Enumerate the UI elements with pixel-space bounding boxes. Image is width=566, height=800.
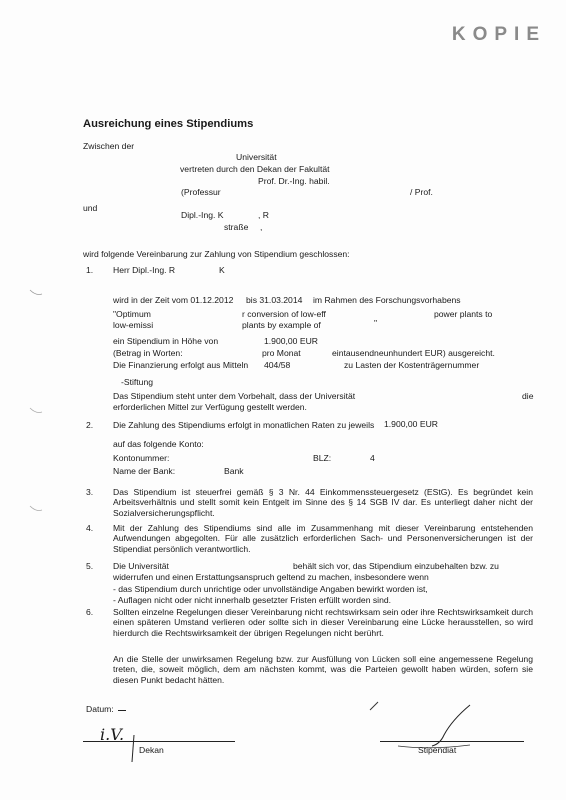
street-comma: , [260,222,263,232]
payment-text: Die Zahlung des Stipendiums erfolgt in monatlichen Raten zu jeweils [113,420,375,430]
amount-in-words: (Betrag in Worten: [113,348,183,358]
street-label: straße [224,222,249,232]
stipend-amount-label: ein Stipendium in Höhe von [113,336,219,346]
expenses-clause: Mit der Zahlung des Stipendiums sind alle im Zusammenhang mit dieser Vereinbarung entstehenden Aufwendungen abgegolten. Für alle zusätzlich erforderlichen Sach- und Personenversicherungen ist der Stipendiat persönlich verantwortlich. [113,523,533,554]
bank-name-label: Name der Bank: [113,466,176,476]
revocation-university: Die Universität [113,561,169,571]
amount-words-end: eintausendneunhundert EUR) ausgereicht. [332,348,495,358]
section-1-number: 1. [86,265,94,275]
revocation-claim: widerrufen und einen Erstattungsanspruch geltend zu machen, insbesondere wenn [113,572,429,582]
date-label: Datum: [86,704,114,714]
foundation-label: -Stiftung [121,377,154,387]
account-intro: auf das folgende Konto: [113,439,204,449]
section-4-number: 4. [86,523,94,533]
bank-code-end: 4 [370,453,375,463]
copy-stamp: KOPIE [451,24,546,45]
per-month: pro Monat [262,348,301,358]
recipient-line-k: K [219,265,225,275]
represented-by: vertreten durch den Dekan der Fakultät [180,164,330,174]
university-label: Universität [236,152,277,162]
revocation-reserve: behält sich vor, das Stipendium einzubehalten bzw. zu [293,561,499,571]
account-number-label: Kontonummer: [113,453,170,463]
bank-name: Bank [224,466,244,476]
project-plants-example: plants by example of [242,320,321,330]
professorship-end: / Prof. [410,187,433,197]
cost-center-label: zu Lasten der Kostenträgernummer [344,360,480,370]
between-label: Zwischen der [83,141,135,151]
reservation-die: die [522,391,534,401]
dean-label: Dekan [139,745,164,755]
severability-clause: Sollten einzelne Regelungen dieser Vereinbarung nicht rechtswirksam sein oder ihre Rechtswirksamkeit durch einen späteren Umstand verlieren oder sollte sich in dieser Vereinbarung eine Lücke herausstellen, so wird hierdurch die Rechtswirksamkeit der übrigen Regelungen nicht berührt. [113,607,533,638]
reservation-text-end: erforderlichen Mittel zur Verfügung gestellt werden. [113,402,307,412]
tax-clause: Das Stipendium ist steuerfrei gemäß § 3 Nr. 44 Einkommenssteuergesetz (EStG). Es begründet kein Arbeitsverhältnis und stellt somit kein Entgelt im Sinne des § 14 SGB IV dar. Es unterliegt daher nicht der Sozialversicherungspflicht. [113,487,533,518]
project-low-emission: low-emissi [113,320,154,330]
professor-name: Prof. Dr.-Ing. habil. [258,176,330,186]
section-2-number: 2. [86,420,94,430]
agreement-intro: wird folgende Vereinbarung zur Zahlung von Stipendium geschlossen: [83,249,350,259]
financing-label: Die Finanzierung erfolgt aus Mitteln [113,360,249,370]
professorship: (Professur [181,187,221,197]
period-start: wird in der Zeit vom 01.12.2012 [113,295,234,305]
recipient-name-r: , R [258,210,269,220]
research-project: im Rahmen des Forschungsvorhabens [313,295,461,305]
recipient-name: Dipl.-Ing. K [181,210,224,220]
payment-amount: 1.900,00 EUR [384,419,438,429]
iv-signature: i.V. [100,725,125,744]
project-optimum: "Optimum [113,309,151,319]
stipend-amount: 1.900,00 EUR [264,336,318,346]
project-conversion: r conversion of low-eff [242,309,326,319]
bank-code-label: BLZ: [313,453,332,463]
document-title: Ausreichung eines Stipendiums [83,118,254,130]
reservation-text: Das Stipendium steht unter dem Vorbehalt, dass der Universität [113,391,356,401]
project-quote-mark: " [374,318,378,328]
section-5-number: 5. [86,561,94,571]
financing-code: 404/58 [264,360,291,370]
project-power-plants: power plants to [434,309,493,319]
revocation-reason-2: - Auflagen nicht oder nicht innerhalb gesetzter Fristen erfüllt worden sind. [113,595,392,605]
section-3-number: 3. [86,487,94,497]
section-6-number: 6. [86,607,94,617]
and-label: und [83,203,98,213]
replacement-clause: An die Stelle der unwirksamen Regelung bzw. zur Ausfüllung von Lücken soll eine angemessene Regelung treten, die, soweit möglich, dem am nächsten kommt, was die Parteien gewollt haben würden, sofern sie diesen Punkt bedacht hätten. [113,654,533,685]
revocation-reason-1: - das Stipendium durch unrichtige oder unvollständige Angaben bewirkt worden ist, [113,584,428,594]
recipient-line: Herr Dipl.-Ing. R [113,265,176,275]
period-end: bis 31.03.2014 [246,295,303,305]
fellow-label: Stipendiat [418,745,457,755]
